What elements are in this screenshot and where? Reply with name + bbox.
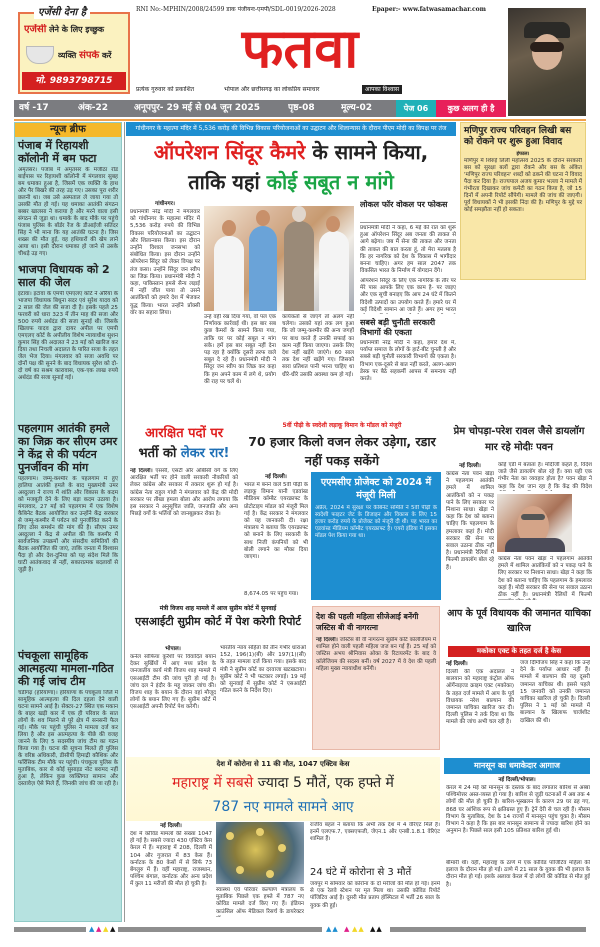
brief-story[interactable] [15,261,121,420]
supreme-body: कर्नल सोफिया कुरैशी पर विवादित बयान देकर सुर्खियों में आए मध्य प्रदेश के जनजातीय कार्य मंत्री विजय शाह मामले में एसआईटी टीम की जांच पूरी हो गई है। जांच दल ने इंदौर के महू जाकर जांच की। विजय शाह के बयान के दौरान वहां मौजूद लोगों के बयान लिए गए हैं। सुप्रीम कोर्ट में एसआईटी अपनी रिपोर्ट पेश करेगी। [130,654,216,711]
corona-dateline: नई दिल्ली। [160,823,182,829]
face-shape [532,34,562,70]
amca-box[interactable] [311,472,441,600]
year: वर्ष -17 [19,103,49,113]
head-shape [222,220,236,236]
jet-dateline: नई दिल्ली। [265,474,287,480]
jet-strap: 5वीं पीढ़ी के स्वदेशी लड़ाकू विमान के मॉडल को मंजूरी [282,422,402,429]
price: मूल्य-02 [341,103,372,113]
registration-mark-icon: ▲▲ [326,925,339,933]
registration-mark-icon: ▲ [110,925,117,933]
brief-body: चंडीगढ़ (हरियाणा)। हरियाणा के पंचकूला जिले में सामूहिक आत्महत्या की दिल दहला देने वाली घटना सामने आई है। सेक्टर-27 स्थित एक मकान के बाहर खड़ी कार में एक ही परिवार के सात लोगों के शव मिलने से पूरे क्षेत्र में सनसनी फैल गई। मौके पर पहुंची पुलिस ने मामला दर्ज कर लिया है और इस आत्महत्या के पीछे की वजह जानने के लिए 5 सदस्यीय जांच टीम का गठन किया गया है। घटना की सूचना मिलते ही पुलिस के वरिष्ठ अधिकारी, डीसीपी हिमाद्री कौशिक और फॉरेंसिक टीम मौके पर पहुंची। पंचकूला पुलिस के मुताबिक, कार से कोई सुसाइड नोट बरामद नहीं हुआ है, लेकिन कुछ व्यक्तिगत सामान और दस्तावेज़ ऐसे मिले हैं, जिनकी जांच की जा रही है। [18,690,118,787]
jet-headline[interactable]: 70 हजार किलो वजन लेकर उड़ेगा, रडार नहीं पकड़ सकेंगे [248,434,436,468]
registration-mark-icon: ▲▲ [352,925,365,933]
manipur-body: मणिपुर में शिरुई लिली महोत्सव 2025 के दौरान सरकारी बस को सुरक्षा बलों द्वारा रोकने और बस के अंकित 'मणिपुर राज्य परिवहन' शब्दों को ढकने की घटना ने विवाद पैदा कर दिया है। राज्यपाल अजय कुमार भल्ला ने मामले में गंभीरता दिखाकर जांच कमेटी का गठन किया है, जो 15 दिनों में अपनी रिपोर्ट सौंपेगी। मामले की जांच की जाएगी। पूर्व विधायकों ने भी इसकी निंदा की है। मणिपुर के मुद्दे पर कोई समझौता नहीं हो सकता। [464,158,582,213]
divider [360,222,456,223]
supreme-body-2: भारतीय न्याय संहिता की तीन गंभीर धाराओं 152, 196(1)(बी) और 197(1)(सी) के तहत मामला दर्ज किया गया। इसके बाद मंत्री ने सुप्रीम कोर्ट का दरवाजा खटखटाया। सुप्रीम कोर्ट ने भी फटकार लगाई। 19 मई को सुनवाई में सुप्रीम कोर्ट ने एसआईटी गठित करने के निर्देश दिए। [220,645,306,695]
ad-line-2: व्यक्ति संपर्क करें [58,50,112,61]
registration-mark-icon: ▲ [89,925,96,933]
corona-sub-headline: 24 घंटे में कोरोना से 3 मौतें [310,867,412,878]
brief-story[interactable] [15,420,121,647]
ad-title: एजेंसी देना है [34,7,90,19]
head-shape [326,216,340,232]
corona-strap: देश में कोरोना से 11 की मौत, 1047 एक्टिव केस [216,760,350,768]
lead-sub-body-2: प्रधानमंत्री नरेंद्र मोदी ने कहा, हमारे देश में, पर्याप्त समाज के लोगों के हार्ट-बीट चुनती है और सबसे बड़ी चुनौती सरकारी विभागों की एकता है। विभाग एक-दूसरे से बात नहीं करते, अलग-अलग डेस्क पर बैठे सहकर्मी आपस में समन्वय नहीं करते। [360,340,456,383]
issue-number: अंक-22 [78,103,109,113]
virus-photo-caption: स्वास्थ्य एवं परिवार कल्याण मंत्रालय के मुताबिक पिछले एक हफ्ते में 787 नए कोविड मामले दर्ज किए गए हैं। इंडियन काउंसिल ऑफ मेडिकल रिसर्च के डायरेक्टर [216,887,304,915]
lead-col4-body: ऑपरेशन सिंदूर के लिए एक नागरिक के तौर पर मेरे पास आपके लिए एक काम है- पर जाइए और एक सूची बनाइए कि आप 24 घंटे में कितने विदेशी उत्पादों का उपयोग करते हैं। हमारे घर में कई विदेशी सामान आ जाते हैं। अगर हम भारत [360,278,456,313]
aap-body-2: जज दिग्विजय सिंह ने कहा कि उन्हें देने के पर्याप्त आधार नहीं हैं। मामले में बाल्यान की यह दूसरी जमानत याचिका थी। इससे पहले 15 जनवरी को उनकी जमानत याचिका खारिज हो चुकी है। दिल्ली पुलिस ने 1 मई को मामले में बाल्यान के खिलाफ चार्जशीट दाखिल की थी। [520,660,590,724]
footer-bar [118,927,322,932]
lead-strap: गांधीनगर के महात्मा मंदिर में 5,536 करोड़ की विभिन्न विकास परियोजनाओं का उद्घाटन और शिलान्यास के दौरान पीएम मोदी का विपक्ष पर तंज [126,122,456,136]
officer-photo [508,8,586,116]
manipur-story[interactable] [460,122,586,280]
pawan-body: कांग्रेस नेता पवन खेड़ा ने पहलगाम आतंकी हमले में शामिल आतंकियों को न पकड़ पाने के लिए सरकार पर निशाना साधा। खेड़ा ने कहा कि देश को बताना चाहिए कि पहलगाम के हमलावर कहां हैं। मोदी सरकार की सेना पर सवाल उठाना ठीक नहीं है। प्रधानमंत्री रैलियों में फिल्मी डायलॉग बोल रहे हैं। [446,471,494,571]
tagline-trust: आपका विश्वास [362,85,402,94]
agency-ad[interactable] [18,7,130,94]
lead-body: प्रधानमंत्री नरेंद्र मोदी ने मंगलवार को गांधीनगर के महात्मा मंदिर में 5,536 करोड़ रुपये की विभिन्न विकास परियोजनाओं का उद्घाटन और शिलान्यास किया। इस दौरान उन्होंने विशाल जनसभा को संबोधित किया। इस दौरान उन्होंने ऑपरेशन सिंदूर को लेकर विपक्ष पर तंज कसा। उन्होंने सिंदूर जन स्वीप का जिक्र किया। प्रधानमंत्री मोदी ने कहा, पाकिस्तान हमसे सैन्य लड़ाई में नहीं जीत पाया तो उसने आतंकियों को हमारे देश में भेजकर युद्ध किया। भारत उन्होंने प्रॉक्सी वॉर का सहारा लिया। [130,209,200,316]
footer-bar [14,927,86,932]
brief-story[interactable] [15,137,121,261]
lead-body: कार्यकर्ता से जाएंगे तो अलग नहीं चलेगा। उसको यहां तक लग हुआ कि जो जम्मू-कश्मीर की अन्य जगहों पर बाध करते हैं उनकी सफाई का काम नहीं किया जाएगा। उसके लिए देश नहीं खड़ेंगे जाएंगे। 60 साल तक देश नहीं खड़ेंगे गए। जिसको सारा प्रतिशत पानी भरना चाहिए था धीरे-धीरे उसकी अवस्था कम हो गई। [282,314,354,378]
spike-shape [226,832,234,840]
brief-body: इटावा। इटावा के एमपी एमएलए कोर्ट ने औरैया के भाजपा विधायक बिधूना सदर एवं सुरेश यादव को 2 साल की जेल की सजा दी है। इसके पहले 25 फरवरी को धारा 323 में तीन माह की सजा और 500 रुपये अर्थदंड की सजा सुनाई थी। जिसके खिलाफ यादव द्वारा दायर अपील पर एमपी एमएलए कोर्ट के अपीलीय विशेष न्यायाधीश सुशन कुमार सिंह की अदालत ने 23 मई को खारिज कर दिया तथा निचली अदालत के पारित सजा के तहत जेल भेज दिया। मंगलवार को सजा अवधि पर दोनों पक्ष की सुनने के बाद विधायक सुरेश को दो-दो वर्ष का सश्रम कारावास, एक-एक लाख रुपये अर्थदंड की सजा सुनाई गई। [18,291,118,381]
pawan-body-2: कोई एडी में बताता है। मोदीजी कहते हैं, विदेश जाते जैसे डायलॉग बोल रहे हैं। क्या यही एक गंभीर नेता का व्यवहार होता है? पवन खेड़ा ने कहा कि देश जान रहा है कि केंद्र की विदेश [498,462,592,490]
jet-body: भारत में बनने वाले 5वीं पीढ़ी के लड़ाकू विमान यानी एडवांस्ड मीडियम कॉम्बैट एयरक्राफ्ट के प्रोटोटाइप मॉडल को मंजूरी मिल गई है। केंद्र सरकार ने मंगलवार को यह जानकारी दी। रक्षा मंत्रालय ने बताया कि एयरक्राफ्ट को बनाने के लिए सरकारी के साथ निजी कंपनियों को भी बोली लगाने का मौका दिया जाएगा। [244,482,308,561]
reservation-body: नई दिल्ली। एससी, एसटी और ओबीसी वर्ग के लिए आरक्षित भर्ती पर होने वाली सरकारी नौकरियों को लेकर कांग्रेस और सरकार में तकरार शुरू हो गई है। कांग्रेस नेता राहुल गांधी ने मंगलवार को केंद्र की मोदी सरकार पर तीखा हमला बोला और आरोप लगाया कि इस सरकार ने अनुसूचित जाति, जनजाति और अन्य पिछड़े वर्गों के भर्तियों को जानबूझकर रोका है। [130,468,238,518]
person-shape [214,236,244,311]
brief-story[interactable] [15,647,121,875]
page-number: पेज 06 [396,100,436,117]
pm-event-photo [204,206,354,311]
aap-body: दिल्ली की एक अदालत ने बालयान को महाराष्ट्र कंट्रोल ऑफ ऑर्गेनाइज्ड क्राइम एक्ट (मकोका) के तहत दर्ज मामले में आप के पूर्व विधायक नरेश बाल्यान की जमानत याचिका खारिज कर दी। दिल्ली पुलिस ने तर्क दिया था कि मामले की जांच अभी चल रही है। [446,669,514,726]
virus-photo [216,822,304,884]
tagline-region: भोपाल और छत्तीसगढ़ का लोकप्रिय समाचार [224,86,320,93]
pawan-headline[interactable]: प्रेम चोपड़ा-परेश रावल जैसे डायलॉग मार रहे मोदीः पवन [453,426,585,453]
corona-body-3: बीमारी थी। वहीं, महाराष्ट्र के ठाणे में एक कोविड पॉजिटिव महिला की इलाज के दौरान मौत हो गई। ठाणे में 21 साल के युवक की भी इलाज के दौरान मौत हो गई। इसके अलावा केरल में दो लोगों की कोविड से मौत हुई है। [446,860,590,888]
corona-headline-line-1[interactable]: महाराष्ट्र में सबसे ज्यादा 5 मौतें, एक हफ्ते में [172,775,394,791]
ad-phone: मो. 9893798715 [22,72,126,90]
tea-cup-icon [26,46,54,64]
cji-story[interactable] [312,606,440,750]
divider [14,119,586,121]
issue-date: अनूपपुर- 29 मई से 04 जून 2025 [134,103,260,113]
spike-shape [236,866,244,874]
lead-body: उन्हें वहीं रख दिया गया, वो पल एक निर्णायक कार्रवाई थी। इस बार सब कुछ कैमरों के सामने किया गया, ताकि घर पर कोई सबूत न मांग सके। हमें इस बार सबूत नहीं देना पड़ रहा है क्योंकि दूसरी तरफ वाले सबूत दे रहे हैं। प्रधानमंत्री मोदी ने सिंदूर जन स्वीप का जिक्र कर कहा कि हम अपने काम में लगे थे, प्रयोग की राह पर चलें थे। [204,314,276,385]
supreme-strap: मंत्री विजय शाह मामले में आज सुप्रीम कोर्ट में सुनवाई [159,605,277,612]
aap-headline[interactable]: आप के पूर्व विधायक की जमानत याचिका खारिज [447,608,591,634]
sub-headline-departments: सबसे बड़ी चुनौती सरकारी विभागों की एकता [360,318,436,337]
supreme-dateline: भोपाल। [165,646,181,652]
aap-dateline: नई दिल्ली। [446,661,468,667]
lead-headline-line-1[interactable]: ऑपरेशन सिंदूर कैमरे के सामने किया, [153,140,429,164]
registration-mark-icon: ▲ [344,925,351,933]
corona-headline-line-2[interactable]: 787 नए मामले सामने आए [212,799,354,815]
monsoon-dateline: नई दिल्ली/भोपाल। [498,777,536,783]
sub-headline-local: लोकल फॉर वोकल पर फोकस [360,200,448,209]
epaper-link[interactable]: Epaper:- www.fatwasamachar.com [372,6,487,13]
person-shape [284,221,314,311]
head-shape [256,210,270,226]
corona-body: देश में कोविड मामलों की संख्या 1047 हो गई है। सबसे ज्यादा 430 एक्टिव केस केरल में हैं। महाराष्ट्र में 208, दिल्ली में 104 और गुजरात में 83 केस हैं। कर्नाटक के 80 केसों में से सिर्फ 73 बेंगलुरु में हैं। वहीं महाराष्ट्र, राजस्थान, पश्चिम बंगाल, कर्नाटक और अन्य प्रदेश में कुल 11 मरीजों की मौत हो चुकी है। [130,831,212,888]
makoka-strap: मकोका एक्ट के तहत दर्ज है केस [448,646,590,657]
pawan-dateline: नई दिल्ली। [459,463,481,469]
footer-bar [390,927,586,932]
amca-body: अप्रैल, 2024 में सुरक्षा पर कैबिनेट समिति ने 5वीं पीढ़ी के स्वदेशी फाइटर जेट के डिजाइन और विकास के लिए 15 हजार करोड़ रुपये के प्रोजेक्ट को मंजूरी दी थी। यह भारत का एडवांस्ड मीडियम कॉम्बैट एयरक्राफ्ट है। एयरो इंडिया में इसका मॉडल पेश किया गया था। [315,505,437,539]
monsoon-header[interactable]: मानसून का धमाकेदार आगाज [444,758,590,774]
person-shape [319,231,349,311]
sunglasses-shape [530,42,564,52]
issue-info-bar [14,100,396,117]
page-count: पृष्ठ-08 [288,103,315,113]
brief-headline: पंजाब में रिहायशी कॉलोनी में बम फटा [18,139,97,165]
spike-shape [278,844,286,852]
corona-sub-body: जयपुर में सोमवार को कोरोना के दो मरीजों की मौत हो गई। इनमें से एक रेलवे स्टेशन पर मृत मिला था। उसकी कोविड रिपोर्ट पॉजिटिव आई है। दूसरी मौत प्रताप हॉस्पिटल में भर्ती 26 साल के युवक की हुई। [310,881,440,909]
manipur-dateline: इंफाल। [516,151,530,157]
registration-mark-icon: ▲ [103,925,110,933]
brief-headline: पंचकूला सामूहिक आत्महत्या मामला-गठित की गई जांच टीम [18,649,114,688]
jet-total: 8,674.05 पर पहुंच गया। [244,591,299,597]
spike-shape [256,828,264,836]
brief-body: पहलगाम। जम्मू-कश्मीर के पहलगाम में हुए हालिया आतंकी हमले के बाद मुख्यमंत्री उमर अब्दुल्ला ने राज्य में शांति और विकास के कदम को मजबूती देने के लिए बड़ा कदम उठाया है। मंगलवार, 27 मई को पहलगाम में एक विशेष कैबिनेट बैठक आयोजित कर उन्होंने केंद्र सरकार से जम्मू-कश्मीर में पर्यटन को पुनर्जीवित करने के लिए ठोस समर्थन की मांग की है। सीएम उमर अब्दुल्ला ने केंद्र से अपील की कि कश्मीर में सार्वजनिक उपक्रमों और संसदीय समितियों की बैठक आयोजित की जाएं, ताकि जनता में विश्वास पैदा हो और देश-दुनिया को यह संदेश मिले कि घाटी आतंकवाद से नहीं, सकारात्मक बदलावों से जुड़ी है। [18,476,118,573]
slogan: कुछ अलग ही है [436,100,506,117]
news-brief-header: न्यूज ब्रीफ [15,123,121,137]
reservation-headline[interactable]: आरक्षित पदों पर भर्ती को लेकर रार! [138,426,230,461]
pawan-photo [497,494,572,552]
person-shape [249,226,277,311]
registration-mark-icon: ▲ [96,925,103,933]
lead-dateline: गांधीनगर। [155,201,175,207]
glasses-shape [521,514,545,520]
manipur-headline: मणिपुर राज्य परिवहन लिखी बस को रोकने पर शुरू हुआ विवाद [464,126,572,147]
cji-body: नई दिल्ली। जस्टिस बी वी नागरत्ना सुप्रीम कोर्ट कॉलेजियम में शामिल होने वाली पहली महिला जज बन गई हैं। 25 मई को जस्टिस अभय श्रीनिवास ओका के रिटायरमेंट के बाद वे कॉलेजियम की सदस्य बनीं। वर्ष 2027 में वे देश की पहली महिला मुख्य न्यायाधीश बनेंगी। [316,637,437,672]
suit-shape [505,538,565,552]
cji-headline: देश की पहली महिला सीजेआई बनेंगी जस्टिस बी वी नागरत्ना [316,612,419,632]
corona-body-2: राजीव बहल ने बताया कि अभी तक देश में 4 वेरिएंट मिले हैं। इनमें एलएफ.7, एक्सएफजी, जेएन.1 और एनबी.1.8.1 वेरिएंट शामिल हैं। [310,822,440,843]
head-shape [292,206,306,222]
registration-number: RNI No:-MPHIN/2008/24599 डाक पंजीयनः-एमपी/SDL-0019/2026-2028 [136,6,336,13]
ad-line-1: एजेंसी लेने के लिए इच्छुक [24,24,105,35]
newspaper-logo: फतवा [241,17,359,80]
monsoon-body: केरल में 24 मई को मानसून के दस्तक के बाद लगातार बारिश से अब्बा पश्चिमोत्तर अस्त-व्यस्त हो गया है। बारिश से जुड़ी घटनाओं में अब तक 4 लोगों की मौत हो चुकी है। बारिश-भूस्खलन के कारण 29 घर ढह गए, 868 घर आंशिक रूप से क्षतिग्रस्त हुए हैं। ट्रेनें देरी से चल रही हैं। मौसम विभाग के मुताबिक, देश के 14 राज्यों में मानसून पहुंच चुका है। मौसम विभाग ने कहा है कि इस बार मानसून सामान्य से ज्यादा बारिश होने का अनुमान है। पिछले साल इसी 105 प्रतिशत बारिश हुई थी। [446,785,590,835]
column-rule [124,122,125,922]
lead-sub-body: प्रधानमंत्री मोदी ने कहा, 6 मई की रात को शुरू हुआ ऑपरेशन सिंदूर अब जनता की ताकत से आगे बढ़ेगा। जब मैं सेना की ताकत और जनता की ताकत की बात करता हूं, तो मेरा मतलब है कि हर नागरिक को देश के विकास में भागीदार बनना चाहिए। अगर हम साल 2047 तक विकसित भारत के निर्माण में योगदान देंगे। [360,225,456,275]
pawan-body-3: कांग्रेस नेता पवन खेड़ा ने पहलगाम आतंकी हमले में शामिल आतंकियों को न पकड़ पाने के लिए सरकार पर निशाना साधा। खेड़ा ने कहा कि देश को बताना चाहिए कि पहलगाम के हमलावर कहां हैं। मोदी सरकार की सेना पर सवाल उठाना ठीक नहीं है। प्रधानमंत्री रैलियों में फिल्मी [498,556,592,599]
brief-headline: भाजपा विधायक को 2 साल की जेल [18,263,110,289]
lead-headline-line-2[interactable]: ताकि यहां कोई सबूत न मांगे [188,170,394,194]
spike-shape [266,870,274,878]
supreme-headline[interactable]: एसआईटी सुप्रीम कोर्ट में पेश करेगी रिपोर्ट [135,615,301,628]
tagline-weekly: प्रत्येक गुरुवार को प्रकाशित [136,86,195,93]
amca-headline: एएमसीए प्रोजेक्ट को 2024 में मंजूरी मिली [320,477,432,501]
registration-mark-icon: ▲▲ [370,925,383,933]
brief-body: अमृतसर। पंजाब में अमृतसर के मजीठा रोड बाईपास पर रिहायशी कॉलोनी में मंगलवार सुबह बम धमाका हुआ है, जिसमें एक व्यक्ति के हाथ और पैर बिखरे की तरह उड़ गए। उसका पूरा शरीर छलनी था। जब उसे अस्पताल ले जाया गया तो उसकी मौत हो गई। यह धमाका आतंकी संगठन बब्बर खालसा ने कराया है और मरने वाला इसी संगठन से जुड़ा था। धमाके के बाद मौके पर पहुंचे पंजाब पुलिस के बॉर्डर रेंज के डीआईजी सतिंदर सिंह ने भी माना कि यह आतंकी घटना है। जिस शख्स की मौत हुई, वह हथियारों की खेप लाने आया था। इसी दौरान धमाका हो जाने से उसके चीथड़े उड़ गए। [18,167,118,257]
brief-headline: पहलगाम आतंकी हमले का जिक्र कर सीएम उमर ने केंद्र से की पर्यटन पुनर्जीवन की मांग [18,422,118,474]
news-brief-column [14,122,122,922]
